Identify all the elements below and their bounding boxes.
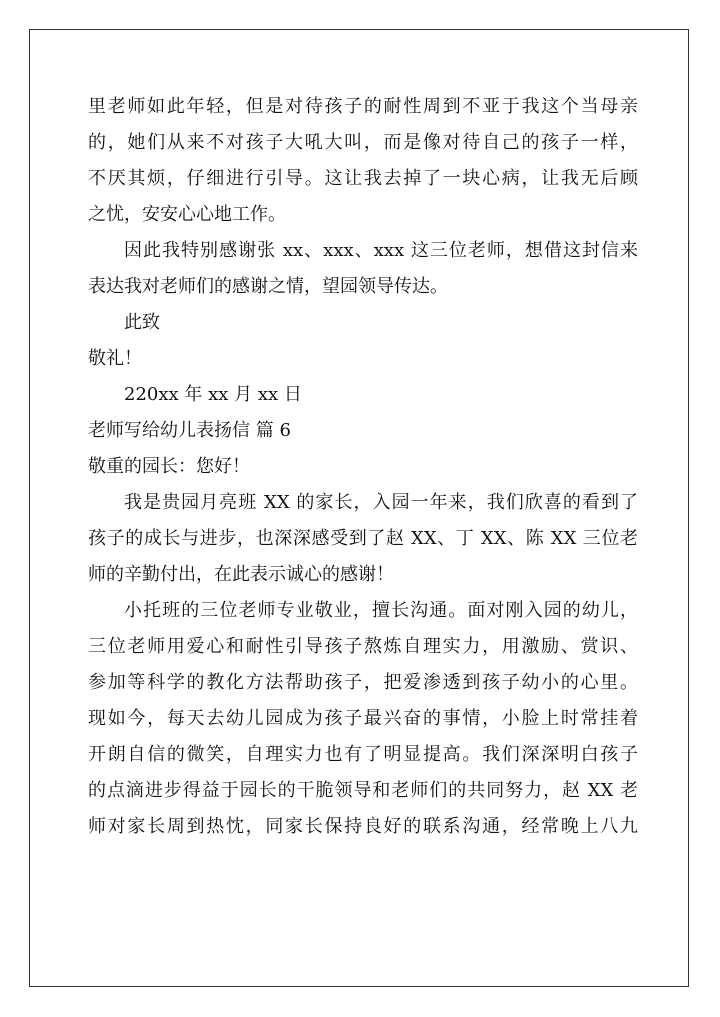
section-title: 老师写给幼儿表扬信 篇 6 (88, 420, 291, 441)
text-line: 的，她们从来不对孩子大吼大叫，而是像对待自己的孩子一样， (88, 132, 638, 153)
closing-salutation: 此致 (124, 312, 160, 333)
text-line: 之忧，安安心心地工作。 (88, 204, 286, 225)
text-line: 三位老师用爱心和耐性引导孩子熬炼自理实力，用激励、赏识、 (88, 636, 638, 657)
text-line: 的点滴进步得益于园长的干脆领导和老师们的共同努力，赵 XX 老 (88, 780, 638, 801)
text-line: 现如今，每天去幼儿园成为孩子最兴奋的事情，小脸上时常挂着 (88, 708, 638, 729)
text-line: 孩子的成长与进步，也深深感受到了赵 XX、丁 XX、陈 XX 三位老 (88, 528, 638, 549)
text-line: 开朗自信的微笑，自理实力也有了明显提高。我们深深明白孩子 (88, 744, 638, 765)
paragraph-start-line: 小托班的三位老师专业敬业，擅长沟通。面对刚入园的幼儿， (124, 600, 638, 621)
letter-date: 220xx 年 xx 月 xx 日 (124, 384, 302, 405)
text-line: 师的辛勤付出，在此表示诚心的感谢！ (88, 564, 394, 585)
text-line: 师对家长周到热忱，同家长保持良好的联系沟通，经常晚上八九 (88, 816, 638, 837)
text-line: 里老师如此年轻，但是对待孩子的耐性周到不亚于我这个当母亲 (88, 96, 638, 117)
paragraph-start-line: 因此我特别感谢张 xx、xxx、xxx 这三位老师，想借这封信来 (124, 240, 638, 261)
text-line: 表达我对老师们的感谢之情，望园领导传达。 (88, 276, 448, 297)
closing-regards: 敬礼！ (88, 348, 142, 369)
paragraph-start-line: 我是贵园月亮班 XX 的家长，入园一年来，我们欣喜的看到了 (124, 492, 638, 513)
document-body (88, 92, 638, 848)
letter-greeting: 敬重的园长：您好！ (88, 456, 250, 477)
text-line: 不厌其烦，仔细进行引导。这让我去掉了一块心病，让我无后顾 (88, 168, 638, 189)
text-line: 参加等科学的教化方法帮助孩子，把爱渗透到孩子幼小的心里。 (88, 672, 638, 693)
